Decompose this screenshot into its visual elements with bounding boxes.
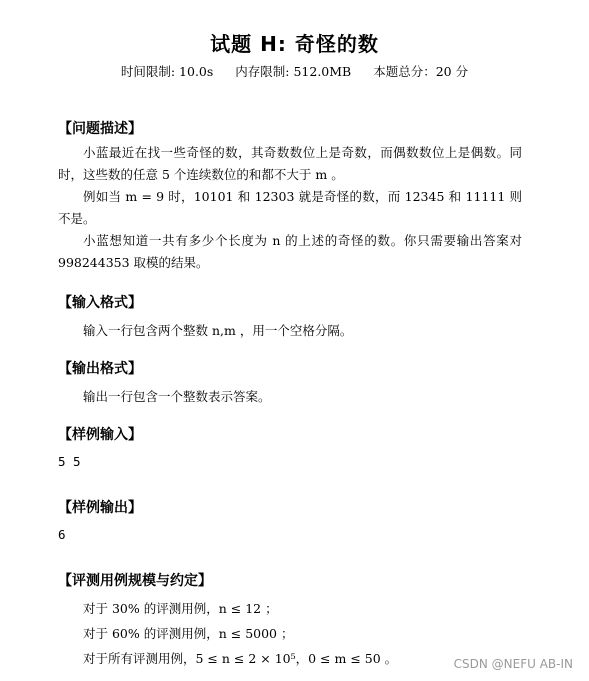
- constraints-heading: 【评测用例规模与约定】: [58, 573, 212, 589]
- sample-input-text: 5 5: [58, 454, 81, 469]
- constraint-line-3: 对于所有评测用例，5 ≤ n ≤ 2 × 10⁵，0 ≤ m ≤ 50 。: [83, 651, 398, 666]
- total-score: 本题总分：20 分: [373, 64, 469, 79]
- memory-limit: 内存限制: 512.0MB: [235, 64, 352, 79]
- problem-paragraph-3: 小蓝想知道一共有多少个长度为 n 的上述的奇怪的数。你只需要输出答案对 998244353 取模的结果。: [58, 233, 522, 270]
- problem-description-heading: 【问题描述】: [58, 121, 142, 137]
- problem-paragraph-2: 例如当 m = 9 时，10101 和 12303 就是奇怪的数，而 12345 和 11111 则不是。: [58, 189, 522, 226]
- input-format-text: 输入一行包含两个整数 n,m ，用一个空格分隔。: [83, 323, 353, 338]
- watermark: CSDN @NEFU AB-IN: [453, 657, 573, 671]
- constraint-line-1: 对于 30% 的评测用例，n ≤ 12 ；: [83, 601, 278, 616]
- output-format-text: 输出一行包含一个整数表示答案。: [83, 389, 271, 404]
- problem-title: 试题 H: 奇怪的数: [210, 32, 379, 56]
- sample-input-heading: 【样例输入】: [58, 427, 142, 443]
- sample-output-text: 6: [58, 527, 66, 542]
- time-limit: 时间限制: 10.0s: [120, 64, 214, 79]
- output-format-heading: 【输出格式】: [58, 361, 142, 377]
- constraint-line-2: 对于 60% 的评测用例，n ≤ 5000 ；: [83, 626, 294, 641]
- sample-output-heading: 【样例输出】: [58, 500, 142, 516]
- problem-paragraph-1: 小蓝最近在找一些奇怪的数，其奇数数位上是奇数，而偶数数位上是偶数。同时，这些数的任意 5 个连续数位的和都不大于 m 。: [58, 145, 522, 182]
- input-format-heading: 【输入格式】: [58, 295, 142, 311]
- problem-meta: [0, 62, 589, 80]
